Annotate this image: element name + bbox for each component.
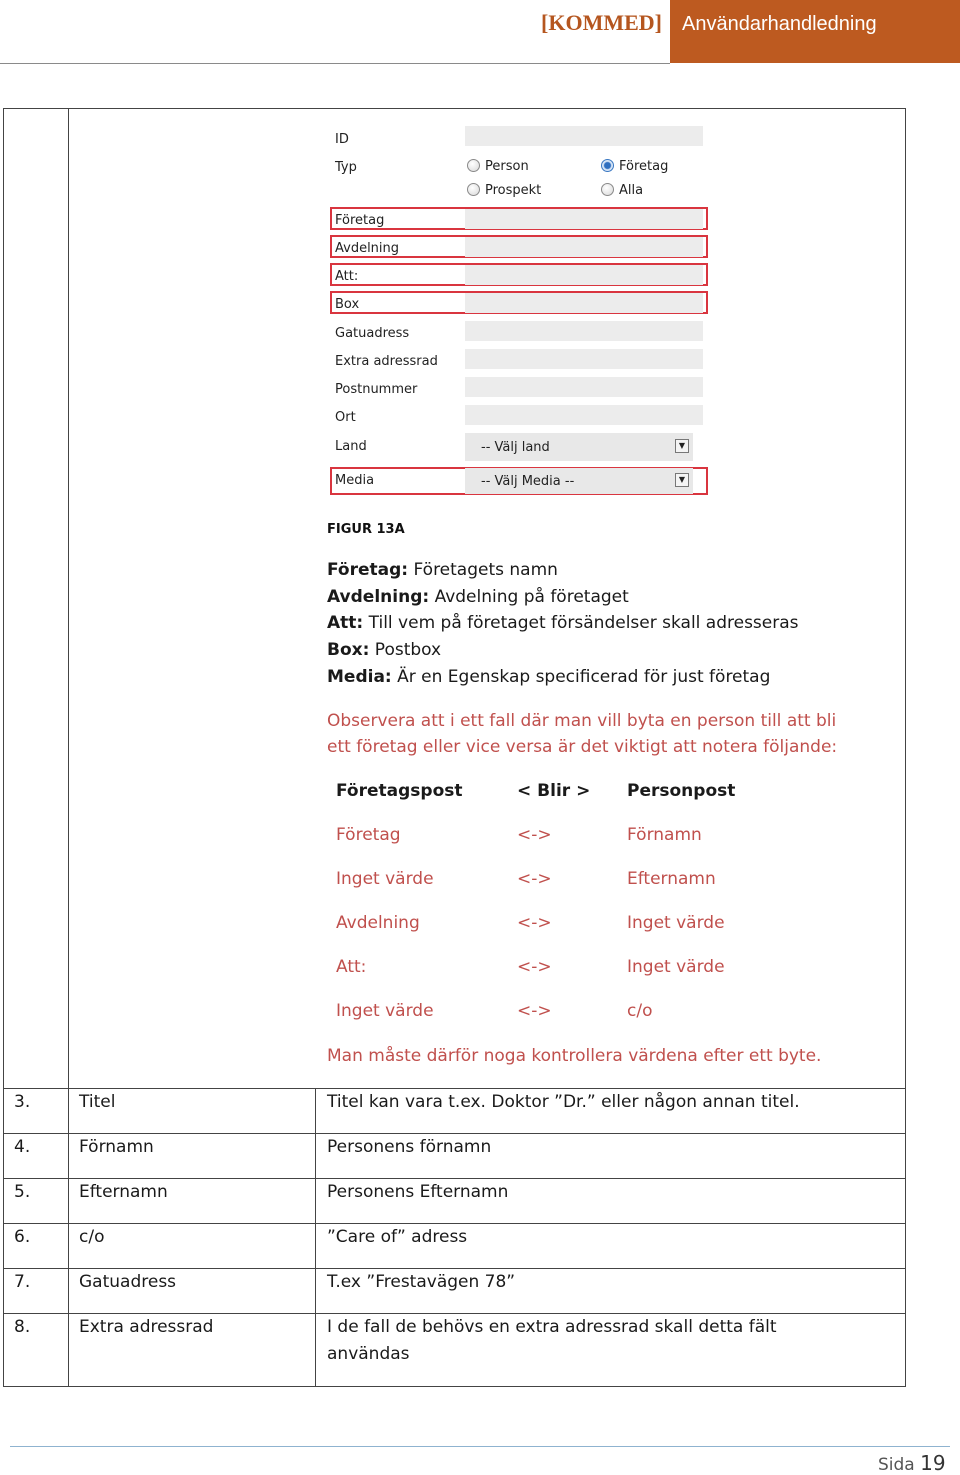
row-number: 4. [14,1137,31,1157]
avdelning-field[interactable] [465,237,703,257]
row-field: Extra adressrad [79,1317,214,1337]
mapping-cell: Inget värde [627,957,725,977]
label-postnummer: Postnummer [335,382,418,397]
label-id: ID [335,132,349,147]
label-media: Media [335,473,375,488]
form-screenshot [320,118,720,508]
mapping-cell: Avdelning [336,913,420,933]
radio-person[interactable] [467,159,480,172]
note-line-2: ett företag eller vice versa är det viktigt att notera följande: [327,737,838,757]
label-extra: Extra adressrad [335,354,438,369]
ort-field[interactable] [465,405,703,425]
mapping-cell: Förnamn [627,825,702,845]
dropdown-arrow-icon[interactable]: ▼ [675,473,689,487]
id-field[interactable] [465,126,703,146]
extra-field[interactable] [465,349,703,369]
label-gatuadress: Gatuadress [335,326,410,341]
row-field: Efternamn [79,1182,168,1202]
postnummer-field[interactable] [465,377,703,397]
row-field: c/o [79,1227,105,1247]
row-description: ”Care of” adress [327,1227,468,1247]
definition-foretag: Företag: Företagets namn [327,560,558,580]
row-description: Titel kan vara t.ex. Doktor ”Dr.” eller någon annan titel. [327,1092,800,1112]
mapping-arrow: <-> [517,869,552,889]
row-number: 3. [14,1092,31,1112]
mapping-cell: Inget värde [627,913,725,933]
label-att: Att: [335,269,359,284]
media-select-value: -- Välj Media -- [481,474,575,489]
header-brand: [KOMMED] [541,10,662,35]
mapping-header-personpost: Personpost [627,781,736,801]
row-field: Gatuadress [79,1272,177,1292]
definition-avdelning: Avdelning: Avdelning på företaget [327,587,629,607]
label-box: Box [335,297,360,312]
mapping-cell: Efternamn [627,869,716,889]
gatuadress-field[interactable] [465,321,703,341]
mapping-cell: Inget värde [336,869,434,889]
page-number: Sida 19 [878,1451,946,1475]
header-title-box [670,0,960,63]
mapping-header-blir: < Blir > [517,781,591,801]
definition-box: Box: Postbox [327,640,442,660]
label-ort: Ort [335,410,356,425]
mapping-arrow: <-> [517,1001,552,1021]
foretag-field[interactable] [465,209,703,229]
radio-prospekt-label: Prospekt [485,183,542,198]
media-select[interactable] [465,468,693,494]
footer-divider [10,1446,950,1447]
radio-alla[interactable] [601,183,614,196]
mapping-warning: Man måste därför noga kontrollera värdena efter ett byte. [327,1046,822,1066]
radio-foretag-label: Företag [619,159,669,174]
radio-alla-label: Alla [619,183,644,198]
definition-media: Media: Är en Egenskap specificerad för just företag [327,667,771,687]
land-select-value: -- Välj land [481,440,550,455]
row-description: I de fall de behövs en extra adressrad skall detta fält [327,1317,777,1337]
mapping-cell: c/o [627,1001,653,1021]
mapping-cell: Företag [336,825,401,845]
note-line-1: Observera att i ett fall där man vill byta en person till att bli [327,711,837,731]
mapping-arrow: <-> [517,825,552,845]
label-foretag: Företag [335,213,385,228]
radio-foretag[interactable] [601,159,614,172]
att-field[interactable] [465,265,703,285]
radio-prospekt[interactable] [467,183,480,196]
mapping-arrow: <-> [517,957,552,977]
radio-person-label: Person [485,159,529,174]
label-land: Land [335,439,367,454]
row-description-cont: användas [327,1344,410,1364]
label-typ: Typ [335,160,357,175]
land-select[interactable] [465,433,693,461]
row-number: 8. [14,1317,31,1337]
row-number: 6. [14,1227,31,1247]
header-title: Användarhandledning [682,13,877,35]
box-field[interactable] [465,293,703,313]
mapping-cell: Att: [336,957,367,977]
row-description: T.ex ”Frestavägen 78” [327,1272,516,1292]
mapping-header-foretagspost: Företagspost [336,781,463,801]
row-field: Titel [79,1092,116,1112]
mapping-cell: Inget värde [336,1001,434,1021]
row-description: Personens förnamn [327,1137,492,1157]
row-description: Personens Efternamn [327,1182,509,1202]
row-field: Förnamn [79,1137,154,1157]
mapping-arrow: <-> [517,913,552,933]
row-number: 5. [14,1182,31,1202]
row-number: 7. [14,1272,31,1292]
figure-caption: FIGUR 13A [327,522,405,537]
dropdown-arrow-icon[interactable]: ▼ [675,439,689,453]
definition-att: Att: Till vem på företaget försändelser skall adresseras [327,613,799,633]
header-divider [0,63,670,64]
label-avdelning: Avdelning [335,241,400,256]
